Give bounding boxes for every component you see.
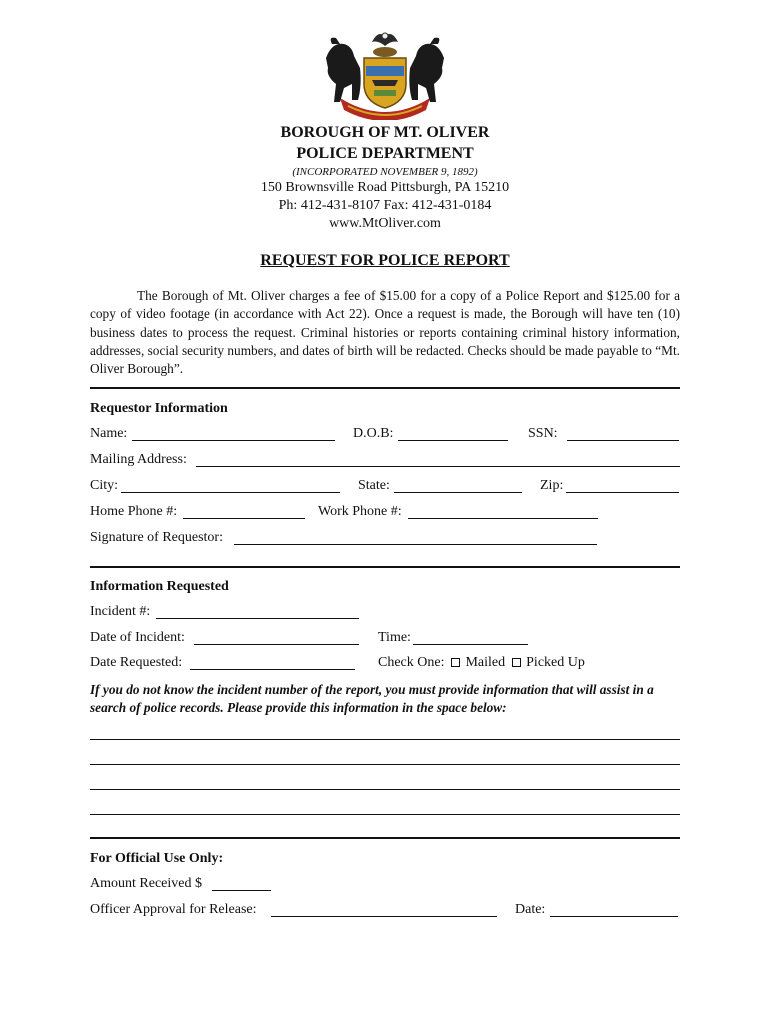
official-date-field[interactable] (550, 916, 678, 917)
city-label: City: (90, 478, 119, 493)
mailed-checkbox[interactable] (451, 658, 460, 667)
information-requested-heading: Information Requested (90, 579, 229, 594)
ssn-field[interactable] (567, 440, 679, 441)
phone-fax: Ph: 412-431-8107 Fax: 412-431-0184 (278, 198, 492, 213)
description-line[interactable] (90, 739, 680, 740)
time-field[interactable] (413, 644, 528, 645)
zip-field[interactable] (566, 492, 679, 493)
signature-label: Signature of Requestor: (90, 530, 223, 545)
description-line[interactable] (90, 814, 680, 815)
official-use-heading: For Official Use Only: (90, 851, 224, 866)
picked-up-checkbox[interactable] (512, 658, 521, 667)
intro-paragraph: The Borough of Mt. Oliver charges a fee of $15.00 for a copy of a Police Report and $125.00 for a copy of video footage (in accordance with Act 22). Once a request is made, the Borough will have ten (10) business dates to process the request. Criminal histories or reports containing criminal history information, addresses, social security numbers, and dates of birth will be redacted. Checks should be made payable to “Mt. Oliver Borough”. (90, 288, 680, 377)
incident-number-label: Incident #: (90, 604, 151, 619)
dob-label: D.O.B: (353, 426, 394, 441)
incident-help-note: If you do not know the incident number of the report, you must provide information that will assist in a search of police records. Please provide this information in the space below: (90, 682, 654, 715)
picked-up-label: Picked Up (526, 655, 585, 670)
state-field[interactable] (394, 492, 522, 493)
incident-number-field[interactable] (156, 618, 359, 619)
dob-field[interactable] (398, 440, 508, 441)
work-phone-label: Work Phone #: (318, 504, 402, 519)
requestor-heading: Requestor Information (90, 401, 228, 416)
city-field[interactable] (121, 492, 340, 493)
department-name: POLICE DEPARTMENT (296, 145, 474, 162)
officer-approval-label: Officer Approval for Release: (90, 902, 257, 917)
zip-label: Zip: (540, 478, 564, 493)
state-label: State: (358, 478, 390, 493)
date-of-incident-label: Date of Incident: (90, 630, 185, 645)
section-divider (90, 387, 680, 389)
borough-name: BOROUGH OF MT. OLIVER (280, 124, 490, 141)
description-line[interactable] (90, 764, 680, 765)
mailed-label: Mailed (465, 655, 506, 670)
time-label: Time: (378, 630, 411, 645)
signature-field[interactable] (234, 544, 597, 545)
description-line[interactable] (90, 789, 680, 790)
check-one-label: Check One: (378, 655, 445, 670)
officer-approval-field[interactable] (271, 916, 497, 917)
pennsylvania-seal-logo (318, 28, 452, 120)
incorporated-date: (INCORPORATED NOVEMBER 9, 1892) (292, 166, 478, 178)
website: www.MtOliver.com (329, 216, 441, 231)
ssn-label: SSN: (528, 426, 558, 441)
name-label: Name: (90, 426, 128, 441)
street-address: 150 Brownsville Road Pittsburgh, PA 15210 (260, 180, 510, 195)
home-phone-field[interactable] (183, 518, 305, 519)
form-title: REQUEST FOR POLICE REPORT (260, 252, 510, 269)
section-divider (90, 837, 680, 839)
name-field[interactable] (132, 440, 335, 441)
home-phone-label: Home Phone #: (90, 504, 178, 519)
check-one-group (378, 655, 585, 671)
section-divider (90, 566, 680, 568)
work-phone-field[interactable] (408, 518, 598, 519)
mailing-address-field[interactable] (196, 466, 680, 467)
amount-received-label: Amount Received $ (90, 876, 202, 891)
date-requested-label: Date Requested: (90, 655, 183, 670)
amount-received-field[interactable] (212, 890, 271, 891)
date-requested-field[interactable] (190, 669, 355, 670)
mailing-address-label: Mailing Address: (90, 452, 187, 467)
official-date-label: Date: (515, 902, 546, 917)
date-of-incident-field[interactable] (194, 644, 359, 645)
